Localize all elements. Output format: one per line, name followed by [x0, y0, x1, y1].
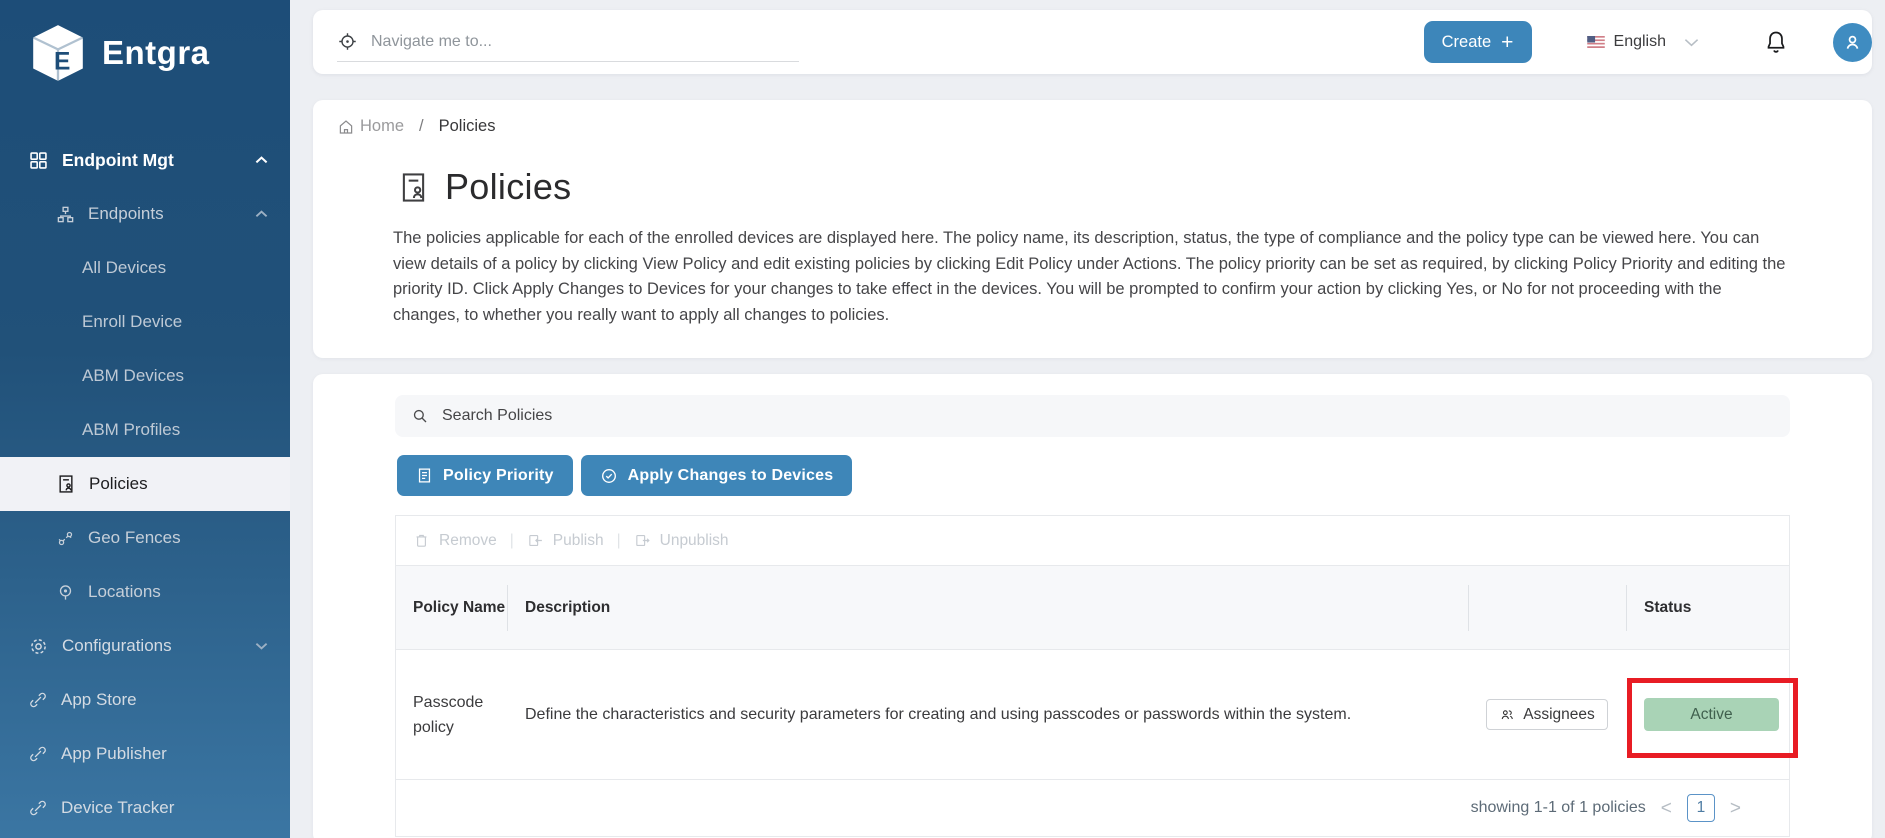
bulk-actions-row — [396, 516, 1789, 565]
people-icon — [1499, 707, 1515, 723]
search-icon — [411, 407, 429, 425]
apply-changes-button[interactable] — [581, 455, 853, 496]
column-header-policy-name: Policy Name — [413, 598, 506, 616]
action-buttons-row — [397, 455, 852, 496]
sidebar-item-label: Endpoint Mgt — [62, 149, 174, 170]
link-icon — [28, 798, 48, 818]
table-header-row — [396, 565, 1789, 650]
sidebar-item-label: App Store — [61, 690, 137, 709]
chevron-up-icon — [255, 210, 268, 218]
navigate-search[interactable] — [337, 22, 799, 62]
sidebar-item-configurations[interactable] — [0, 619, 290, 673]
table-row — [396, 650, 1789, 780]
column-header-status: Status — [1626, 566, 1789, 649]
sidebar-item-abm-profiles[interactable] — [0, 403, 290, 457]
user-avatar[interactable] — [1833, 23, 1872, 62]
publish-action[interactable] — [527, 532, 604, 550]
page-title — [397, 166, 571, 208]
create-button[interactable] — [1424, 21, 1532, 63]
column-header-actions — [1468, 566, 1626, 649]
sidebar-item-label: Endpoints — [88, 204, 164, 223]
policies-table — [395, 515, 1790, 837]
assignees-label: Assignees — [1523, 705, 1595, 723]
apply-changes-label: Apply Changes to Devices — [627, 466, 834, 484]
breadcrumb-current: Policies — [438, 117, 496, 135]
navigate-input[interactable] — [371, 33, 799, 51]
us-flag-icon — [1587, 36, 1605, 48]
trash-icon — [413, 532, 430, 549]
remove-label: Remove — [439, 531, 497, 549]
status-badge[interactable]: Active — [1644, 698, 1779, 731]
sidebar-item-label: Policies — [89, 474, 148, 493]
policies-intro-card — [313, 100, 1872, 358]
sidebar-item-device-tracker[interactable] — [0, 781, 290, 835]
brand-name: Entgra — [102, 34, 210, 71]
bulk-separator: | — [509, 531, 514, 549]
pagination — [396, 780, 1789, 836]
entgra-logo[interactable] — [27, 22, 210, 84]
policy-actions-cell — [1468, 699, 1626, 730]
language-label: English — [1613, 33, 1666, 50]
bulk-separator: | — [616, 531, 621, 549]
policy-name-cell: Passcode policy — [413, 693, 484, 736]
svg-text:E: E — [53, 48, 71, 76]
sidebar-item-label: Device Tracker — [61, 798, 175, 817]
policy-page-icon — [397, 169, 430, 206]
bell-icon — [1763, 29, 1789, 55]
page-description: The policies applicable for each of the enrolled devices are displayed here. The policy name, its description, status, the type of compliance and the policy type can be viewed here. You can view details of a policy by clicking View Policy and edit existing policies by clicking Edit Policy under Actions. The policy priority can be set as required, by clicking Policy Priority and editing the priority ID. Click Apply Changes to Devices for your changes to take effect in the devices. You will be prompted to confirm your action by clicking Yes, or No for not proceeding with the changes, to whether you really want to apply all changes to policies. — [393, 229, 1786, 324]
breadcrumb-home-link[interactable] — [337, 117, 404, 136]
unpublish-action[interactable] — [634, 532, 729, 550]
map-pin-icon — [56, 583, 75, 602]
sidebar-item-geo-fences[interactable] — [0, 511, 290, 565]
unpublish-label: Unpublish — [659, 531, 729, 549]
sidebar-item-label: Configurations — [62, 636, 172, 655]
policy-status-cell — [1626, 698, 1789, 731]
geo-fence-icon — [56, 529, 75, 548]
grid-icon — [28, 150, 49, 171]
policies-table-card — [313, 374, 1872, 838]
policy-icon — [56, 474, 76, 494]
sidebar-item-label: Locations — [88, 582, 161, 601]
pagination-next-icon[interactable]: > — [1729, 797, 1741, 819]
sidebar-item-label: ABM Profiles — [82, 420, 181, 439]
home-icon — [337, 118, 355, 136]
sidebar-item-all-devices[interactable] — [0, 241, 290, 295]
link-icon — [28, 690, 48, 710]
chevron-down-icon — [1684, 38, 1699, 47]
sidebar-item-app-publisher[interactable] — [0, 727, 290, 781]
search-policies-input[interactable] — [442, 407, 1790, 425]
policy-priority-button[interactable] — [397, 455, 573, 496]
sidebar-item-label: Enroll Device — [82, 312, 183, 331]
sidebar-item-app-store[interactable] — [0, 673, 290, 727]
sidebar-item-label: ABM Devices — [82, 366, 185, 385]
policy-description-cell: Define the characteristics and security parameters for creating and using passcodes or passwords within the system. — [525, 705, 1352, 723]
language-selector[interactable] — [1587, 33, 1699, 51]
pagination-page-1[interactable]: 1 — [1687, 794, 1715, 822]
entgra-cube-icon — [27, 22, 89, 84]
sidebar-nav — [0, 133, 290, 835]
breadcrumb-separator: / — [419, 117, 424, 135]
topbar — [313, 10, 1872, 74]
sidebar-item-endpoints[interactable] — [0, 187, 290, 241]
document-icon — [416, 467, 433, 484]
pagination-prev-icon[interactable]: < — [1660, 797, 1672, 819]
person-icon — [1841, 31, 1864, 54]
gear-icon — [28, 636, 49, 657]
sidebar — [0, 0, 290, 838]
sidebar-item-enroll-device[interactable] — [0, 295, 290, 349]
unpublish-icon — [634, 532, 651, 549]
page-title-text: Policies — [445, 166, 572, 207]
policy-priority-label: Policy Priority — [443, 466, 554, 484]
search-policies-box[interactable] — [395, 395, 1790, 437]
chevron-down-icon — [255, 642, 268, 650]
check-circle-icon — [600, 467, 618, 485]
notifications-button[interactable] — [1763, 29, 1789, 55]
publish-label: Publish — [552, 531, 604, 549]
sidebar-item-label: App Publisher — [61, 744, 167, 763]
assignees-button[interactable] — [1486, 699, 1608, 730]
breadcrumb-home-label: Home — [360, 117, 405, 135]
publish-icon — [527, 532, 544, 549]
plus-icon: + — [1501, 30, 1514, 54]
sidebar-item-abm-devices[interactable] — [0, 349, 290, 403]
sidebar-item-policies[interactable] — [0, 457, 290, 511]
column-header-description: Description — [507, 566, 1468, 649]
remove-action[interactable] — [413, 532, 497, 550]
link-icon — [28, 744, 48, 764]
sidebar-item-locations[interactable] — [0, 565, 290, 619]
sidebar-item-label: All Devices — [82, 258, 167, 277]
chevron-up-icon — [255, 156, 268, 164]
sitemap-icon — [56, 205, 75, 224]
target-icon — [337, 31, 358, 52]
create-label: Create — [1441, 32, 1492, 51]
sidebar-item-label: Geo Fences — [88, 528, 181, 547]
sidebar-item-endpoint-mgt[interactable] — [0, 133, 290, 187]
pagination-summary: showing 1-1 of 1 policies — [1470, 799, 1646, 816]
breadcrumb — [337, 117, 495, 136]
